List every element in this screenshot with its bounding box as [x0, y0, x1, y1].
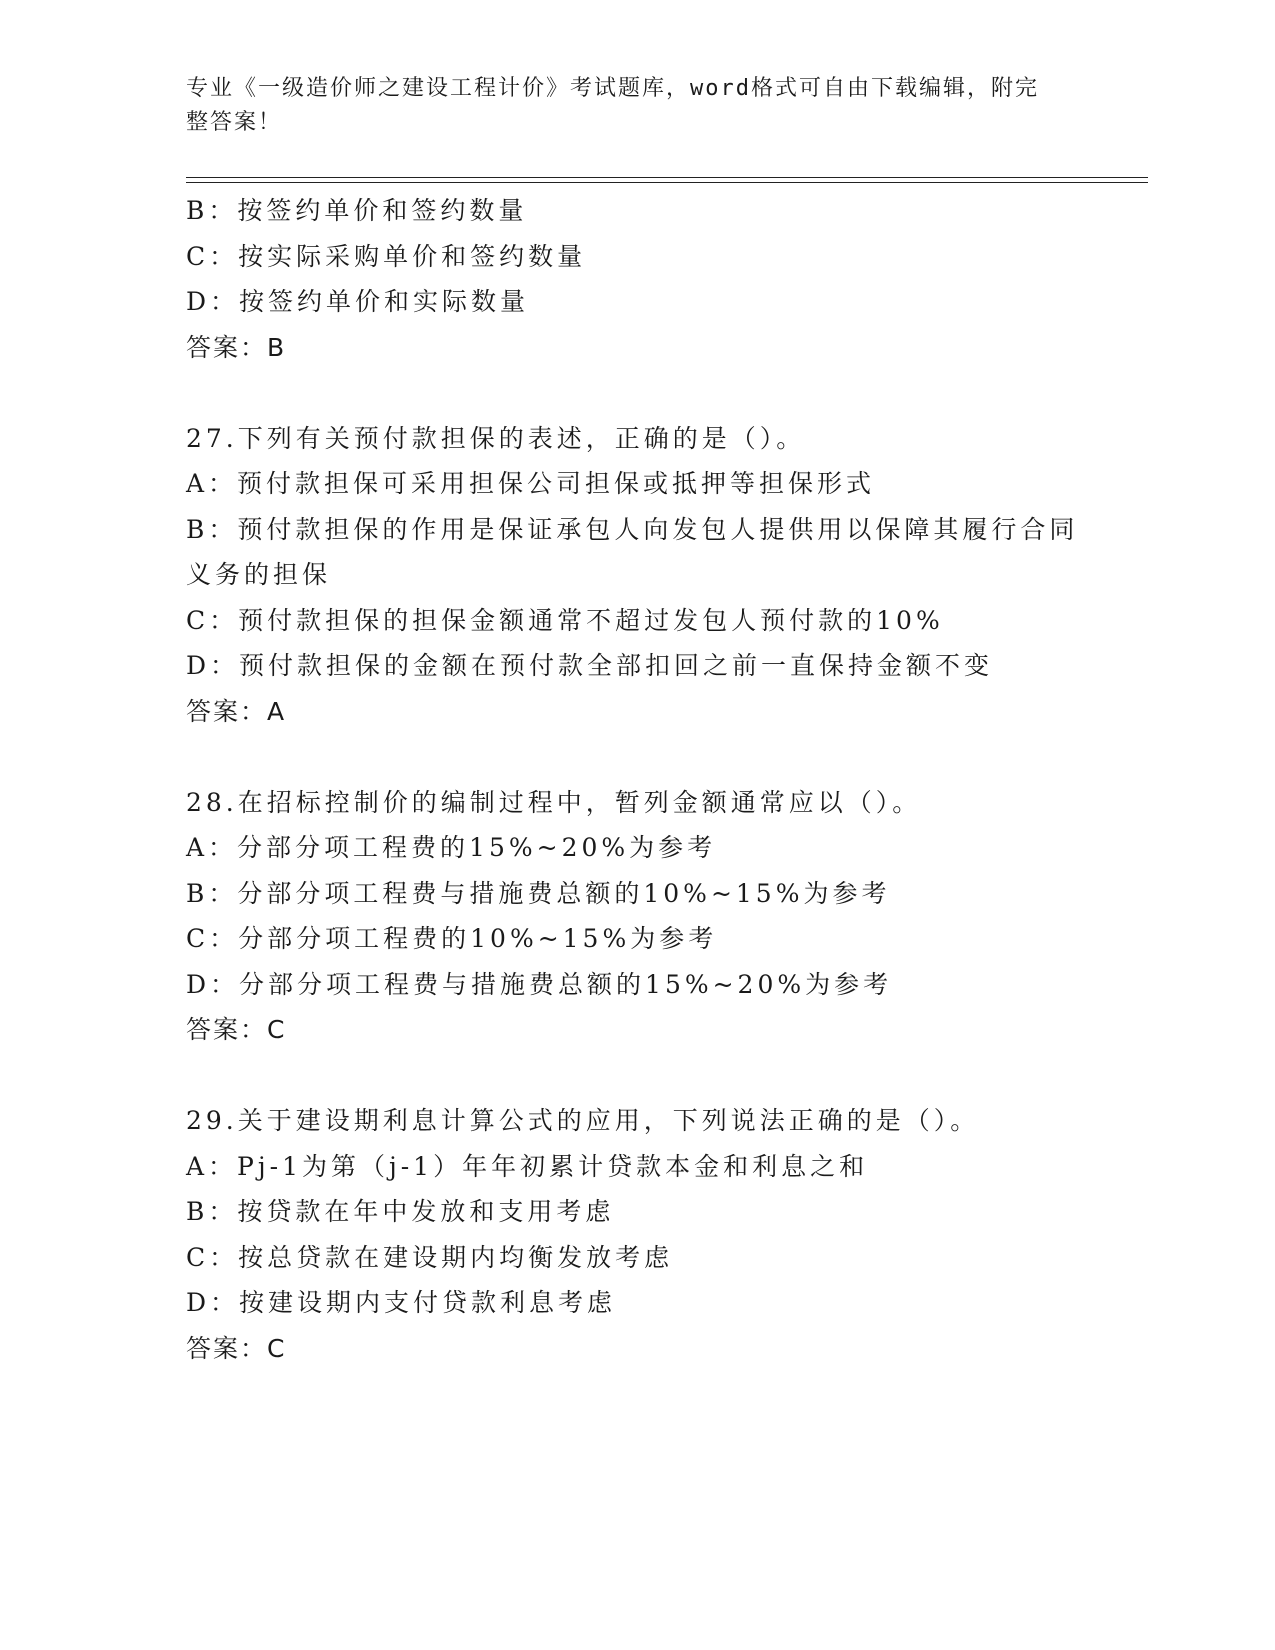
option-c: C：按实际采购单价和签约数量 [186, 241, 587, 271]
page-header [186, 72, 1066, 140]
question-stem: 27.下列有关预付款担保的表述，正确的是（）。 [186, 423, 806, 453]
spacer [186, 1053, 1086, 1099]
answer-line: 答案：C [186, 1015, 287, 1044]
option-c: C：分部分项工程费的10%~15%为参考 [186, 924, 718, 953]
option-b: B：预付款担保的作用是保证承包人向发包人提供用以保障其履行合同 [186, 514, 1079, 544]
option-a: A：Pj-1为第（j-1）年年初累计贷款本金和利息之和 [186, 1151, 869, 1181]
option-a: A：预付款担保可采用担保公司担保或抵押等担保形式 [186, 469, 876, 498]
option-b: B：按签约单价和签约数量 [186, 196, 528, 225]
option-b-continued: 义务的担保 [186, 560, 332, 589]
option-d: D：按签约单价和实际数量 [186, 287, 530, 316]
question-29 [186, 1098, 1086, 1371]
header-line-2: 整答案！ [186, 110, 283, 135]
spacer [186, 734, 1086, 780]
question-28 [186, 780, 1086, 1053]
option-c: C：按总贷款在建设期内均衡发放考虑 [186, 1242, 674, 1272]
question-content [186, 188, 1086, 1371]
header-divider-bottom [186, 182, 1148, 183]
spacer [186, 370, 1086, 416]
option-b: B：按贷款在年中发放和支用考虑 [186, 1197, 615, 1226]
option-a: A：分部分项工程费的15%~20%为参考 [186, 833, 717, 862]
question-26-continuation [186, 188, 1086, 370]
question-stem: 28.在招标控制价的编制过程中，暂列金额通常应以（）。 [186, 787, 922, 817]
answer-line: 答案：A [186, 696, 287, 726]
answer-line: 答案：C [186, 1333, 287, 1363]
question-stem: 29.关于建设期利息计算公式的应用，下列说法正确的是（）。 [186, 1106, 980, 1135]
question-27 [186, 416, 1086, 735]
option-d: D：分部分项工程费与措施费总额的15%~20%为参考 [186, 969, 893, 999]
option-b: B：分部分项工程费与措施费总额的10%~15%为参考 [186, 878, 891, 908]
header-divider-top [186, 177, 1148, 178]
option-c: C：预付款担保的担保金额通常不超过发包人预付款的10% [186, 605, 944, 635]
option-d: D：按建设期内支付贷款利息考虑 [186, 1288, 617, 1317]
header-line-1: 专业《一级造价师之建设工程计价》考试题库，word格式可自由下载编辑，附完 [186, 76, 1039, 101]
option-d: D：预付款担保的金额在预付款全部扣回之前一直保持金额不变 [186, 651, 994, 680]
answer-line: 答案：B [186, 332, 287, 362]
